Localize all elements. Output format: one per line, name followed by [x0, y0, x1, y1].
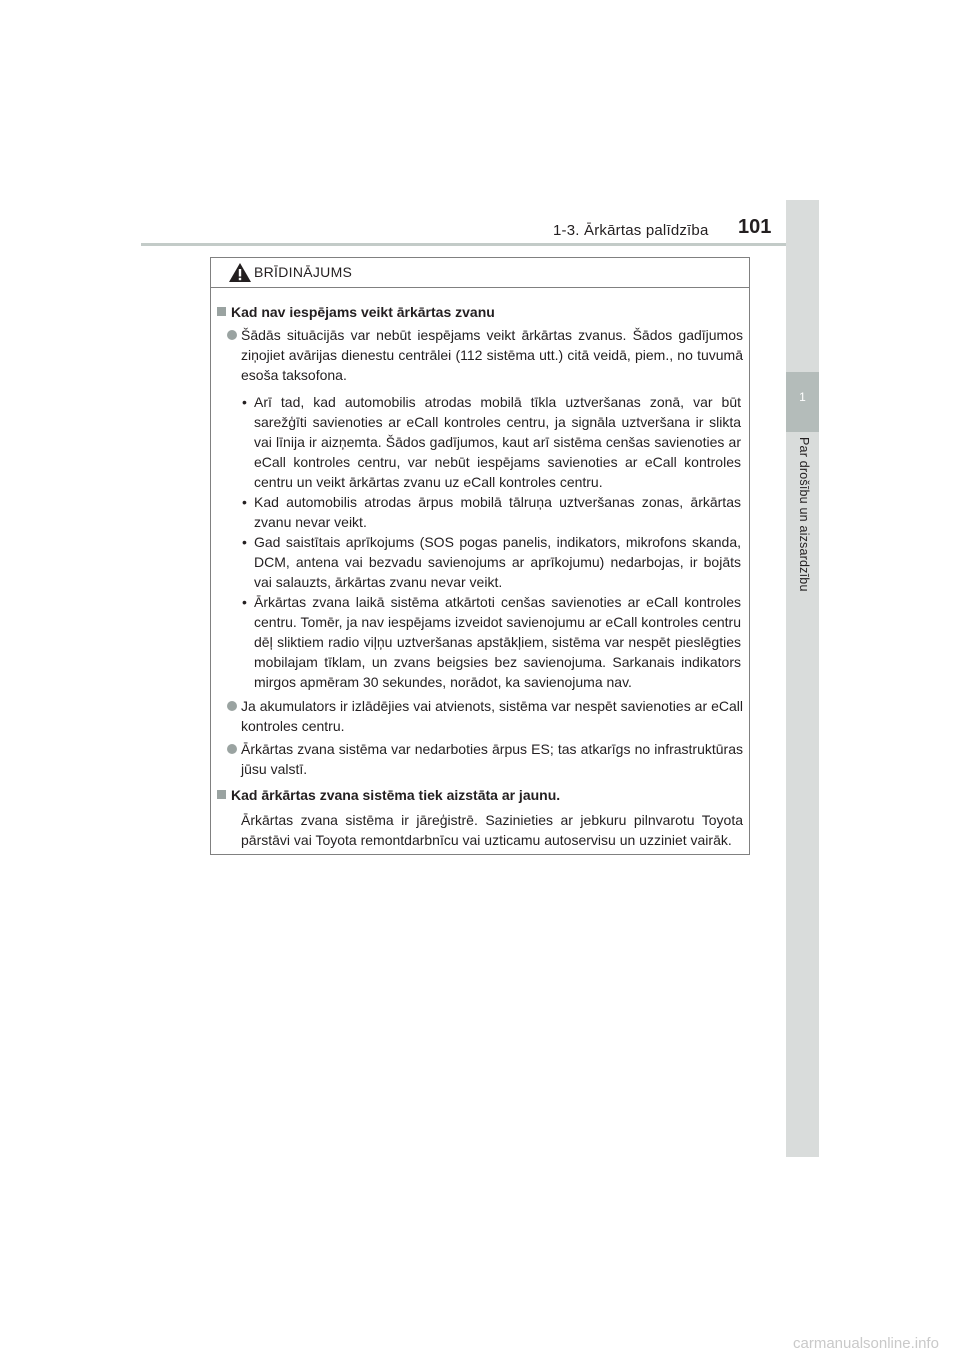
sub-list-item — [217, 592, 743, 692]
warning-title: BRĪDINĀJUMS — [254, 264, 353, 280]
bullet-dot-icon: • — [242, 594, 247, 610]
dot-bullet-icon — [227, 701, 237, 711]
dot-bullet-icon — [227, 330, 237, 340]
sub-list-item-text: Ārkārtas zvana laikā sistēma atkārtoti cenšas savienoties ar eCall kontroles centru. Tomēr, ja nav iespējams izveidot savienojumu ar eCall kontroles centru dēļ sliktiem radio viļņu uztveršanas apstākļiem, sistēma var nespēt pieslēgties mobilajam tīklam, un zvans beigsies bez savienojuma. Sarkanais indikators mirgos apmēram 30 sekundes, norādot, ka savienojuma nav. — [254, 594, 741, 690]
section-paragraph: Ārkārtas zvana sistēma ir jāreģistrē. Sazinieties ar jebkuru pilnvarotu Toyota pārstāvi vai Toyota remontdarbnīcu vai uzticamu autoservisu un uzziniet vairāk. — [241, 812, 743, 848]
sub-list-item — [217, 532, 743, 592]
list-item — [217, 325, 743, 385]
sub-list-item — [217, 392, 743, 492]
sub-list — [217, 392, 743, 692]
list-item-text: Ja akumulators ir izlādējies vai atvienots, sistēma var nespēt savienoties ar eCall kontroles centru. — [241, 698, 743, 734]
sub-list-item-text: Arī tad, kad automobilis atrodas mobilā tīkla uztveršanas zonā, var būt sarežģīti savienoties ar eCall kontroles centru, ja signāla uztveršana ir slikta vai līnija ir aizņemta. Šādos gadījumos, kaut arī sistēma cenšas savienoties ar eCall kontroles centru, var nebūt iespējams savienoties ar eCall kontroles centru un veikt ārkārtas zvanu uz eCall kontroles centru. — [254, 394, 741, 490]
warning-triangle-icon — [228, 262, 252, 283]
sub-list-item-text: Gad saistītais aprīkojums (SOS pogas panelis, indikators, mikrofons skanda, DCM, antena vai bezvadu savienojums ar aprīkojumu) nedarbojas, ir bojāts vai salauzts, ārkārtas zvanu nevar veikt. — [254, 534, 741, 590]
warning-box — [210, 257, 750, 855]
warning-header — [211, 258, 749, 288]
list-item-text: Šādās situācijās var nebūt iespējams veikt ārkārtas zvanus. Šādos gadījumos ziņojiet avārijas dienestu centrālei (112 sistēma utt.) citā veidā, piem., no tuvumā esoša taksofona. — [241, 327, 743, 383]
side-tab-number: 1 — [799, 390, 806, 404]
side-tab — [786, 200, 819, 1157]
square-bullet-icon — [217, 307, 226, 316]
watermark: carmanualsonline.info — [793, 1335, 939, 1352]
bullet-dot-icon: • — [242, 534, 247, 550]
sub-list-item — [217, 492, 743, 532]
bullet-dot-icon: • — [242, 494, 247, 510]
list-item — [217, 696, 743, 736]
section-title-text: Kad ārkārtas zvana sistēma tiek aizstāta ar jaunu. — [231, 787, 561, 803]
side-tab-label: Par drošību un aizsardzību — [797, 437, 811, 592]
header-rule — [141, 243, 786, 246]
page-number: 101 — [738, 216, 772, 238]
list-item — [217, 739, 743, 779]
side-tab-number-block — [786, 372, 819, 432]
chapter-title: 1-3. Ārkārtas palīdzība — [553, 222, 709, 239]
section-title-text: Kad nav iespējams veikt ārkārtas zvanu — [231, 304, 495, 320]
bullet-dot-icon: • — [242, 394, 247, 410]
square-bullet-icon — [217, 790, 226, 799]
sub-list-item-text: Kad automobilis atrodas ārpus mobilā tālruņa uztveršanas zonas, ārkārtas zvanu nevar veikt. — [254, 494, 741, 530]
dot-bullet-icon — [227, 744, 237, 754]
section-title — [217, 302, 743, 322]
warning-body — [211, 288, 749, 850]
list-item-text: Ārkārtas zvana sistēma var nedarboties ārpus ES; tas atkarīgs no infrastruktūras jūsu valstī. — [241, 741, 743, 777]
section-title — [217, 785, 743, 805]
